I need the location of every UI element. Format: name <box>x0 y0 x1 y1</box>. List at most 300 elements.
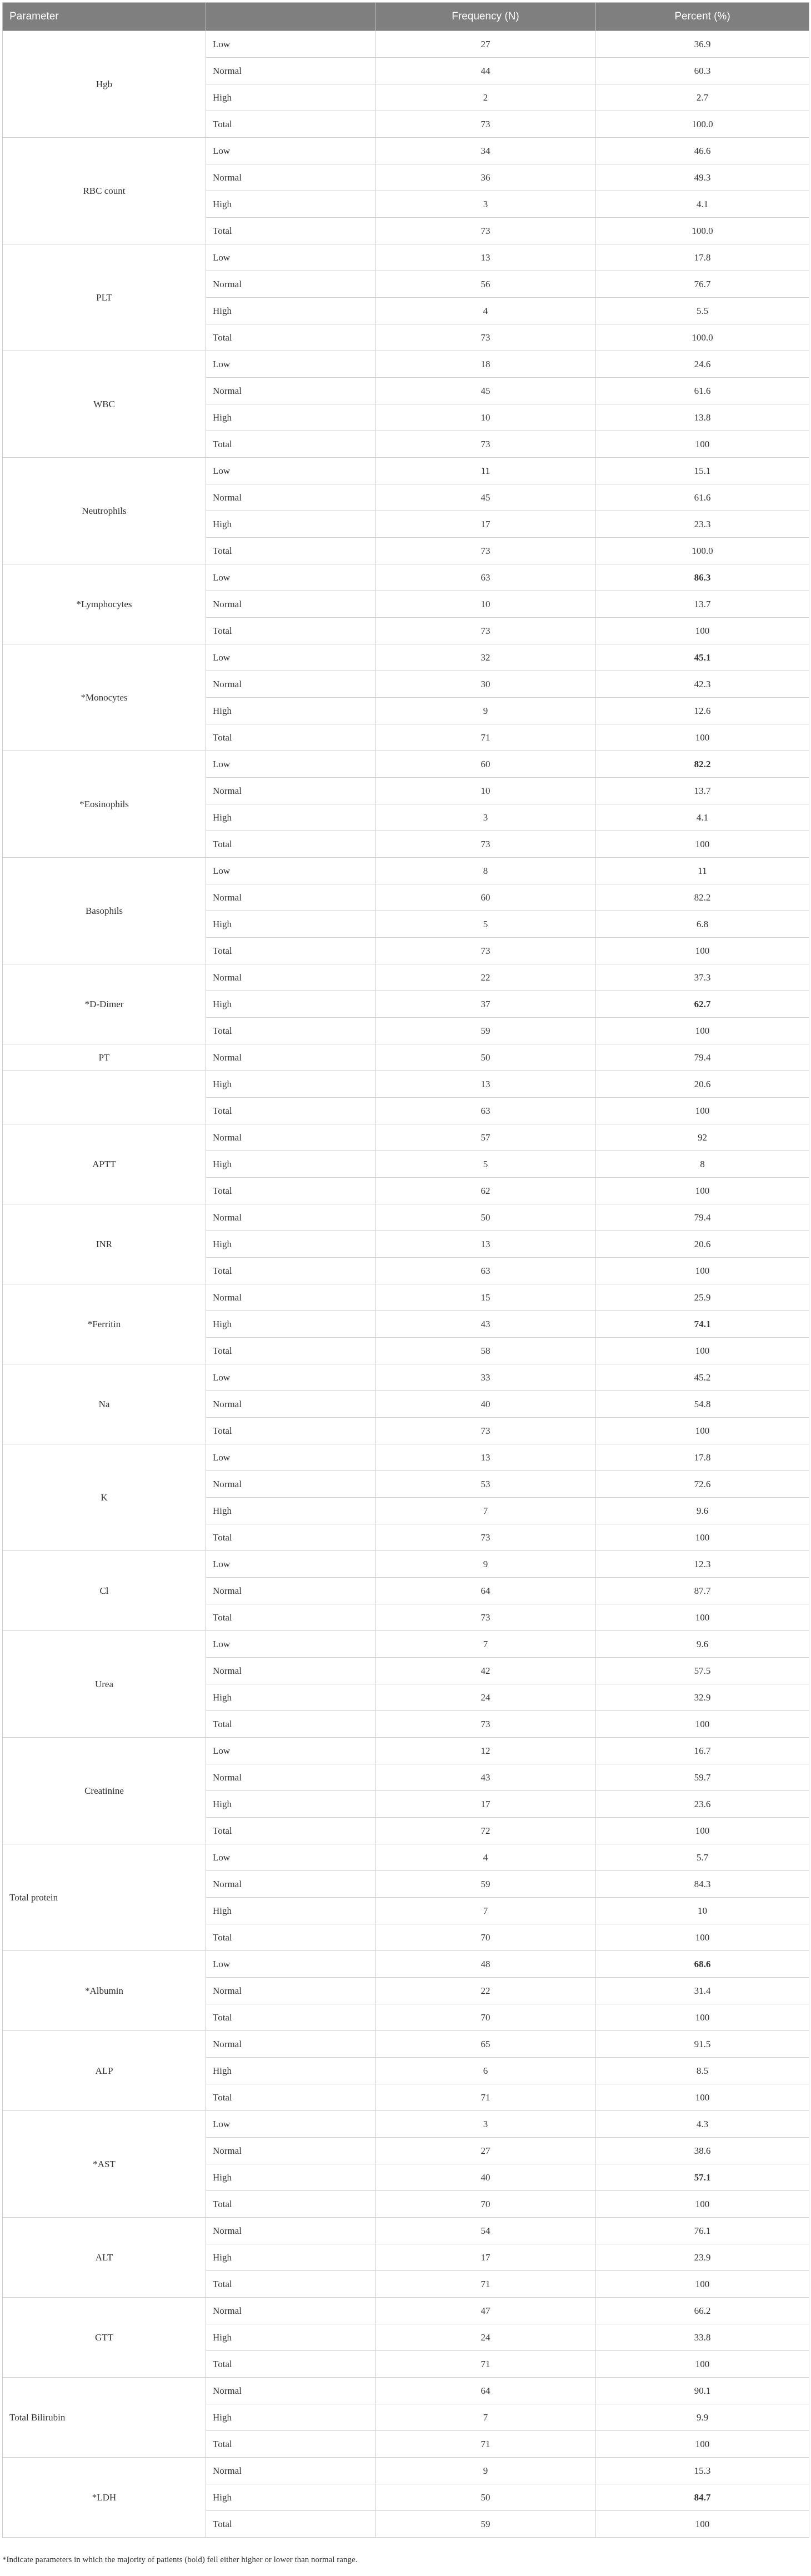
range-category: Total <box>206 111 376 138</box>
range-category: Low <box>206 31 376 58</box>
range-category: Normal <box>206 2031 376 2058</box>
frequency-value: 30 <box>376 671 596 698</box>
parameter-name: *Albumin <box>3 1951 206 2031</box>
range-category: High <box>206 1311 376 1338</box>
parameter-name: Na <box>3 1364 206 1444</box>
range-category: High <box>206 1151 376 1178</box>
range-category: Low <box>206 351 376 378</box>
range-category: High <box>206 298 376 324</box>
parameter-name: RBC count <box>3 138 206 244</box>
parameter-name: INR <box>3 1204 206 1284</box>
parameter-name: Creatinine <box>3 1738 206 1844</box>
percent-value: 100 <box>596 938 809 964</box>
percent-value: 79.4 <box>596 1204 809 1231</box>
table-row <box>3 2218 809 2244</box>
range-category: Low <box>206 1444 376 1471</box>
percent-value: 100.0 <box>596 538 809 564</box>
range-category: Normal <box>206 2378 376 2404</box>
range-category: Total <box>206 618 376 644</box>
range-category: Total <box>206 2431 376 2458</box>
percent-value: 87.7 <box>596 1578 809 1604</box>
table-body <box>3 31 809 2538</box>
frequency-value: 17 <box>376 2244 596 2271</box>
range-category: Normal <box>206 271 376 298</box>
range-category: Normal <box>206 378 376 404</box>
frequency-value: 42 <box>376 1658 596 1684</box>
percent-value: 100 <box>596 1338 809 1364</box>
percent-value: 100 <box>596 2084 809 2111</box>
range-category: Normal <box>206 2458 376 2484</box>
frequency-value: 50 <box>376 1044 596 1071</box>
range-category: Normal <box>206 1471 376 1498</box>
percent-value: 20.6 <box>596 1231 809 1258</box>
percent-value: 68.6 <box>596 1951 809 1978</box>
percent-value: 76.7 <box>596 271 809 298</box>
frequency-value: 62 <box>376 1178 596 1204</box>
range-category: Normal <box>206 1284 376 1311</box>
percent-value: 45.2 <box>596 1364 809 1391</box>
frequency-value: 9 <box>376 1551 596 1578</box>
frequency-value: 3 <box>376 191 596 218</box>
percent-value: 31.4 <box>596 1978 809 2004</box>
parameter-name: PT <box>3 1044 206 1071</box>
percent-value: 100 <box>596 431 809 458</box>
table-row <box>3 1631 809 1658</box>
frequency-value: 24 <box>376 2324 596 2351</box>
percent-value: 6.8 <box>596 911 809 938</box>
table-row <box>3 244 809 271</box>
range-category: High <box>206 1898 376 1924</box>
frequency-value: 54 <box>376 2218 596 2244</box>
range-category: Total <box>206 1178 376 1204</box>
table-row <box>3 964 809 991</box>
frequency-value: 17 <box>376 1791 596 1818</box>
percent-value: 10 <box>596 1898 809 1924</box>
frequency-value: 7 <box>376 1631 596 1658</box>
range-category: High <box>206 1071 376 1098</box>
percent-value: 82.2 <box>596 751 809 778</box>
table-row <box>3 1551 809 1578</box>
range-category: High <box>206 2058 376 2084</box>
range-category: Low <box>206 244 376 271</box>
percent-value: 100.0 <box>596 111 809 138</box>
frequency-value: 73 <box>376 938 596 964</box>
frequency-value: 73 <box>376 324 596 351</box>
table-row <box>3 351 809 378</box>
table-row <box>3 2458 809 2484</box>
range-category: Total <box>206 724 376 751</box>
table-row <box>3 644 809 671</box>
frequency-value: 12 <box>376 1738 596 1764</box>
percent-value: 20.6 <box>596 1071 809 1098</box>
range-category: Total <box>206 538 376 564</box>
parameter-name: *Eosinophils <box>3 751 206 858</box>
percent-value: 100 <box>596 1711 809 1738</box>
parameter-name: Total protein <box>3 1844 206 1951</box>
percent-value: 2.7 <box>596 84 809 111</box>
range-category: High <box>206 1684 376 1711</box>
frequency-value: 73 <box>376 831 596 858</box>
range-category: Low <box>206 458 376 484</box>
frequency-value: 13 <box>376 1444 596 1471</box>
parameter-name: Total Bilirubin <box>3 2378 206 2458</box>
percent-value: 12.6 <box>596 698 809 724</box>
frequency-value: 73 <box>376 431 596 458</box>
range-category: Normal <box>206 164 376 191</box>
parameter-name: GTT <box>3 2298 206 2378</box>
percent-value: 100 <box>596 1098 809 1124</box>
range-category: Low <box>206 858 376 884</box>
header-frequency: Frequency (N) <box>376 3 596 31</box>
range-category: Normal <box>206 484 376 511</box>
percent-value: 37.3 <box>596 964 809 991</box>
range-category: High <box>206 804 376 831</box>
percent-value: 82.2 <box>596 884 809 911</box>
percent-value: 100 <box>596 831 809 858</box>
range-category: Total <box>206 2351 376 2378</box>
frequency-value: 13 <box>376 244 596 271</box>
frequency-value: 22 <box>376 964 596 991</box>
range-category: Low <box>206 1738 376 1764</box>
frequency-value: 71 <box>376 2084 596 2111</box>
parameter-name: *Monocytes <box>3 644 206 751</box>
percent-value: 11 <box>596 858 809 884</box>
range-category: High <box>206 2164 376 2191</box>
percent-value: 100 <box>596 1418 809 1444</box>
range-category: Low <box>206 1951 376 1978</box>
percent-value: 45.1 <box>596 644 809 671</box>
range-category: Total <box>206 1338 376 1364</box>
range-category: Low <box>206 751 376 778</box>
frequency-value: 43 <box>376 1764 596 1791</box>
range-category: Total <box>206 324 376 351</box>
table-row <box>3 1444 809 1471</box>
range-category: High <box>206 191 376 218</box>
range-category: Low <box>206 644 376 671</box>
table-header-row <box>3 3 809 31</box>
table-row <box>3 1738 809 1764</box>
percent-value: 13.8 <box>596 404 809 431</box>
table-row <box>3 31 809 58</box>
range-category: Total <box>206 1418 376 1444</box>
percent-value: 84.7 <box>596 2484 809 2511</box>
percent-value: 9.6 <box>596 1498 809 1524</box>
percent-value: 17.8 <box>596 1444 809 1471</box>
range-category: Normal <box>206 671 376 698</box>
frequency-value: 47 <box>376 2298 596 2324</box>
percent-value: 91.5 <box>596 2031 809 2058</box>
range-category: High <box>206 84 376 111</box>
range-category: Normal <box>206 1978 376 2004</box>
frequency-value: 4 <box>376 1844 596 1871</box>
percent-value: 25.9 <box>596 1284 809 1311</box>
frequency-value: 10 <box>376 591 596 618</box>
parameter-name: *LDH <box>3 2458 206 2538</box>
percent-value: 24.6 <box>596 351 809 378</box>
percent-value: 46.6 <box>596 138 809 164</box>
range-category: Normal <box>206 884 376 911</box>
table-row <box>3 1044 809 1071</box>
frequency-value: 73 <box>376 1418 596 1444</box>
percent-value: 42.3 <box>596 671 809 698</box>
frequency-value: 57 <box>376 1124 596 1151</box>
percent-value: 61.6 <box>596 484 809 511</box>
percent-value: 100 <box>596 2431 809 2458</box>
frequency-value: 9 <box>376 698 596 724</box>
frequency-value: 11 <box>376 458 596 484</box>
percent-value: 4.3 <box>596 2111 809 2138</box>
range-category: Total <box>206 2271 376 2298</box>
frequency-value: 13 <box>376 1071 596 1098</box>
range-category: Total <box>206 1524 376 1551</box>
table-row <box>3 1364 809 1391</box>
parameter-name: *Ferritin <box>3 1284 206 1364</box>
frequency-value: 56 <box>376 271 596 298</box>
frequency-value: 32 <box>376 644 596 671</box>
frequency-value: 45 <box>376 484 596 511</box>
range-category: Total <box>206 1818 376 1844</box>
parameter-name: WBC <box>3 351 206 458</box>
table-row <box>3 1284 809 1311</box>
percent-value: 13.7 <box>596 591 809 618</box>
percent-value: 100 <box>596 618 809 644</box>
frequency-value: 24 <box>376 1684 596 1711</box>
percent-value: 4.1 <box>596 804 809 831</box>
frequency-value: 59 <box>376 1018 596 1044</box>
parameter-name: ALT <box>3 2218 206 2298</box>
range-category: Low <box>206 1551 376 1578</box>
percent-value: 100 <box>596 1018 809 1044</box>
range-category: Normal <box>206 1871 376 1898</box>
range-category: Normal <box>206 2138 376 2164</box>
frequency-value: 22 <box>376 1978 596 2004</box>
frequency-value: 65 <box>376 2031 596 2058</box>
percent-value: 86.3 <box>596 564 809 591</box>
frequency-value: 71 <box>376 2271 596 2298</box>
percent-value: 79.4 <box>596 1044 809 1071</box>
parameter-name: Basophils <box>3 858 206 964</box>
percent-value: 84.3 <box>596 1871 809 1898</box>
frequency-value: 63 <box>376 564 596 591</box>
range-category: Total <box>206 1711 376 1738</box>
header-category <box>206 3 376 31</box>
range-category: Normal <box>206 1124 376 1151</box>
frequency-value: 37 <box>376 991 596 1018</box>
range-category: Low <box>206 1844 376 1871</box>
range-category: Normal <box>206 1044 376 1071</box>
frequency-value: 50 <box>376 2484 596 2511</box>
percent-value: 8 <box>596 1151 809 1178</box>
percent-value: 100.0 <box>596 324 809 351</box>
frequency-value: 59 <box>376 2511 596 2538</box>
frequency-value: 9 <box>376 2458 596 2484</box>
parameter-name: K <box>3 1444 206 1551</box>
range-category: Normal <box>206 2218 376 2244</box>
frequency-value: 73 <box>376 1711 596 1738</box>
percent-value: 23.9 <box>596 2244 809 2271</box>
range-category: Low <box>206 138 376 164</box>
frequency-value: 3 <box>376 2111 596 2138</box>
parameter-name: Urea <box>3 1631 206 1738</box>
frequency-value: 70 <box>376 2191 596 2218</box>
frequency-value: 70 <box>376 2004 596 2031</box>
parameter-name <box>3 1071 206 1124</box>
frequency-value: 58 <box>376 1338 596 1364</box>
table-row <box>3 138 809 164</box>
percent-value: 100 <box>596 2351 809 2378</box>
range-category: High <box>206 991 376 1018</box>
range-category: Total <box>206 1098 376 1124</box>
frequency-value: 59 <box>376 1871 596 1898</box>
range-category: Low <box>206 564 376 591</box>
frequency-value: 73 <box>376 111 596 138</box>
range-category: Low <box>206 1364 376 1391</box>
percent-value: 100 <box>596 1924 809 1951</box>
percent-value: 90.1 <box>596 2378 809 2404</box>
percent-value: 5.7 <box>596 1844 809 1871</box>
frequency-value: 71 <box>376 2351 596 2378</box>
percent-value: 9.9 <box>596 2404 809 2431</box>
parameter-name: Hgb <box>3 31 206 138</box>
percent-value: 15.3 <box>596 2458 809 2484</box>
range-category: Normal <box>206 1391 376 1418</box>
percent-value: 92 <box>596 1124 809 1151</box>
frequency-value: 7 <box>376 2404 596 2431</box>
percent-value: 100 <box>596 2271 809 2298</box>
frequency-value: 73 <box>376 538 596 564</box>
frequency-value: 5 <box>376 911 596 938</box>
header-percent: Percent (%) <box>596 3 809 31</box>
percent-value: 100 <box>596 724 809 751</box>
percent-value: 38.6 <box>596 2138 809 2164</box>
range-category: Normal <box>206 1204 376 1231</box>
percent-value: 100 <box>596 2191 809 2218</box>
percent-value: 100 <box>596 2511 809 2538</box>
frequency-value: 7 <box>376 1898 596 1924</box>
range-category: Total <box>206 1924 376 1951</box>
range-category: High <box>206 1498 376 1524</box>
percent-value: 100 <box>596 1178 809 1204</box>
header-parameter: Parameter <box>3 3 206 31</box>
range-category: High <box>206 2484 376 2511</box>
frequency-value: 33 <box>376 1364 596 1391</box>
percent-value: 62.7 <box>596 991 809 1018</box>
frequency-value: 36 <box>376 164 596 191</box>
range-category: Normal <box>206 778 376 804</box>
range-category: High <box>206 2324 376 2351</box>
table-row <box>3 1071 809 1098</box>
table-row <box>3 1844 809 1871</box>
percent-value: 13.7 <box>596 778 809 804</box>
table-row <box>3 564 809 591</box>
parameter-name: APTT <box>3 1124 206 1204</box>
frequency-value: 63 <box>376 1258 596 1284</box>
percent-value: 9.6 <box>596 1631 809 1658</box>
lab-parameters-table <box>2 2 809 2538</box>
percent-value: 72.6 <box>596 1471 809 1498</box>
frequency-value: 63 <box>376 1098 596 1124</box>
percent-value: 100 <box>596 1818 809 1844</box>
frequency-value: 64 <box>376 2378 596 2404</box>
percent-value: 33.8 <box>596 2324 809 2351</box>
table-row <box>3 2298 809 2324</box>
range-category: Normal <box>206 964 376 991</box>
frequency-value: 27 <box>376 2138 596 2164</box>
percent-value: 5.5 <box>596 298 809 324</box>
range-category: Normal <box>206 58 376 84</box>
percent-value: 76.1 <box>596 2218 809 2244</box>
percent-value: 12.3 <box>596 1551 809 1578</box>
table-row <box>3 2111 809 2138</box>
range-category: Low <box>206 2111 376 2138</box>
range-category: High <box>206 1231 376 1258</box>
parameter-name: *D-Dimer <box>3 964 206 1044</box>
frequency-value: 53 <box>376 1471 596 1498</box>
percent-value: 16.7 <box>596 1738 809 1764</box>
range-category: Low <box>206 1631 376 1658</box>
range-category: Total <box>206 2004 376 2031</box>
range-category: Total <box>206 938 376 964</box>
frequency-value: 18 <box>376 351 596 378</box>
range-category: High <box>206 404 376 431</box>
range-category: Normal <box>206 2298 376 2324</box>
frequency-value: 72 <box>376 1818 596 1844</box>
frequency-value: 4 <box>376 298 596 324</box>
percent-value: 17.8 <box>596 244 809 271</box>
frequency-value: 43 <box>376 1311 596 1338</box>
range-category: High <box>206 698 376 724</box>
parameter-name: *Lymphocytes <box>3 564 206 644</box>
frequency-value: 27 <box>376 31 596 58</box>
percent-value: 49.3 <box>596 164 809 191</box>
range-category: Normal <box>206 1658 376 1684</box>
range-category: Total <box>206 1604 376 1631</box>
frequency-value: 73 <box>376 1524 596 1551</box>
range-category: Total <box>206 1018 376 1044</box>
parameter-name: Cl <box>3 1551 206 1631</box>
frequency-value: 48 <box>376 1951 596 1978</box>
frequency-value: 44 <box>376 58 596 84</box>
range-category: Total <box>206 431 376 458</box>
table-row <box>3 458 809 484</box>
frequency-value: 17 <box>376 511 596 538</box>
percent-value: 61.6 <box>596 378 809 404</box>
percent-value: 54.8 <box>596 1391 809 1418</box>
frequency-value: 6 <box>376 2058 596 2084</box>
range-category: Total <box>206 2084 376 2111</box>
percent-value: 100 <box>596 1604 809 1631</box>
percent-value: 57.1 <box>596 2164 809 2191</box>
parameter-name: ALP <box>3 2031 206 2111</box>
percent-value: 66.2 <box>596 2298 809 2324</box>
percent-value: 100 <box>596 2004 809 2031</box>
percent-value: 15.1 <box>596 458 809 484</box>
table-row <box>3 858 809 884</box>
frequency-value: 71 <box>376 2431 596 2458</box>
frequency-value: 2 <box>376 84 596 111</box>
table-row <box>3 2378 809 2404</box>
frequency-value: 73 <box>376 1604 596 1631</box>
frequency-value: 73 <box>376 218 596 244</box>
range-category: Total <box>206 2511 376 2538</box>
percent-value: 57.5 <box>596 1658 809 1684</box>
frequency-value: 60 <box>376 751 596 778</box>
frequency-value: 64 <box>376 1578 596 1604</box>
frequency-value: 10 <box>376 404 596 431</box>
percent-value: 8.5 <box>596 2058 809 2084</box>
table-row <box>3 751 809 778</box>
frequency-value: 3 <box>376 804 596 831</box>
